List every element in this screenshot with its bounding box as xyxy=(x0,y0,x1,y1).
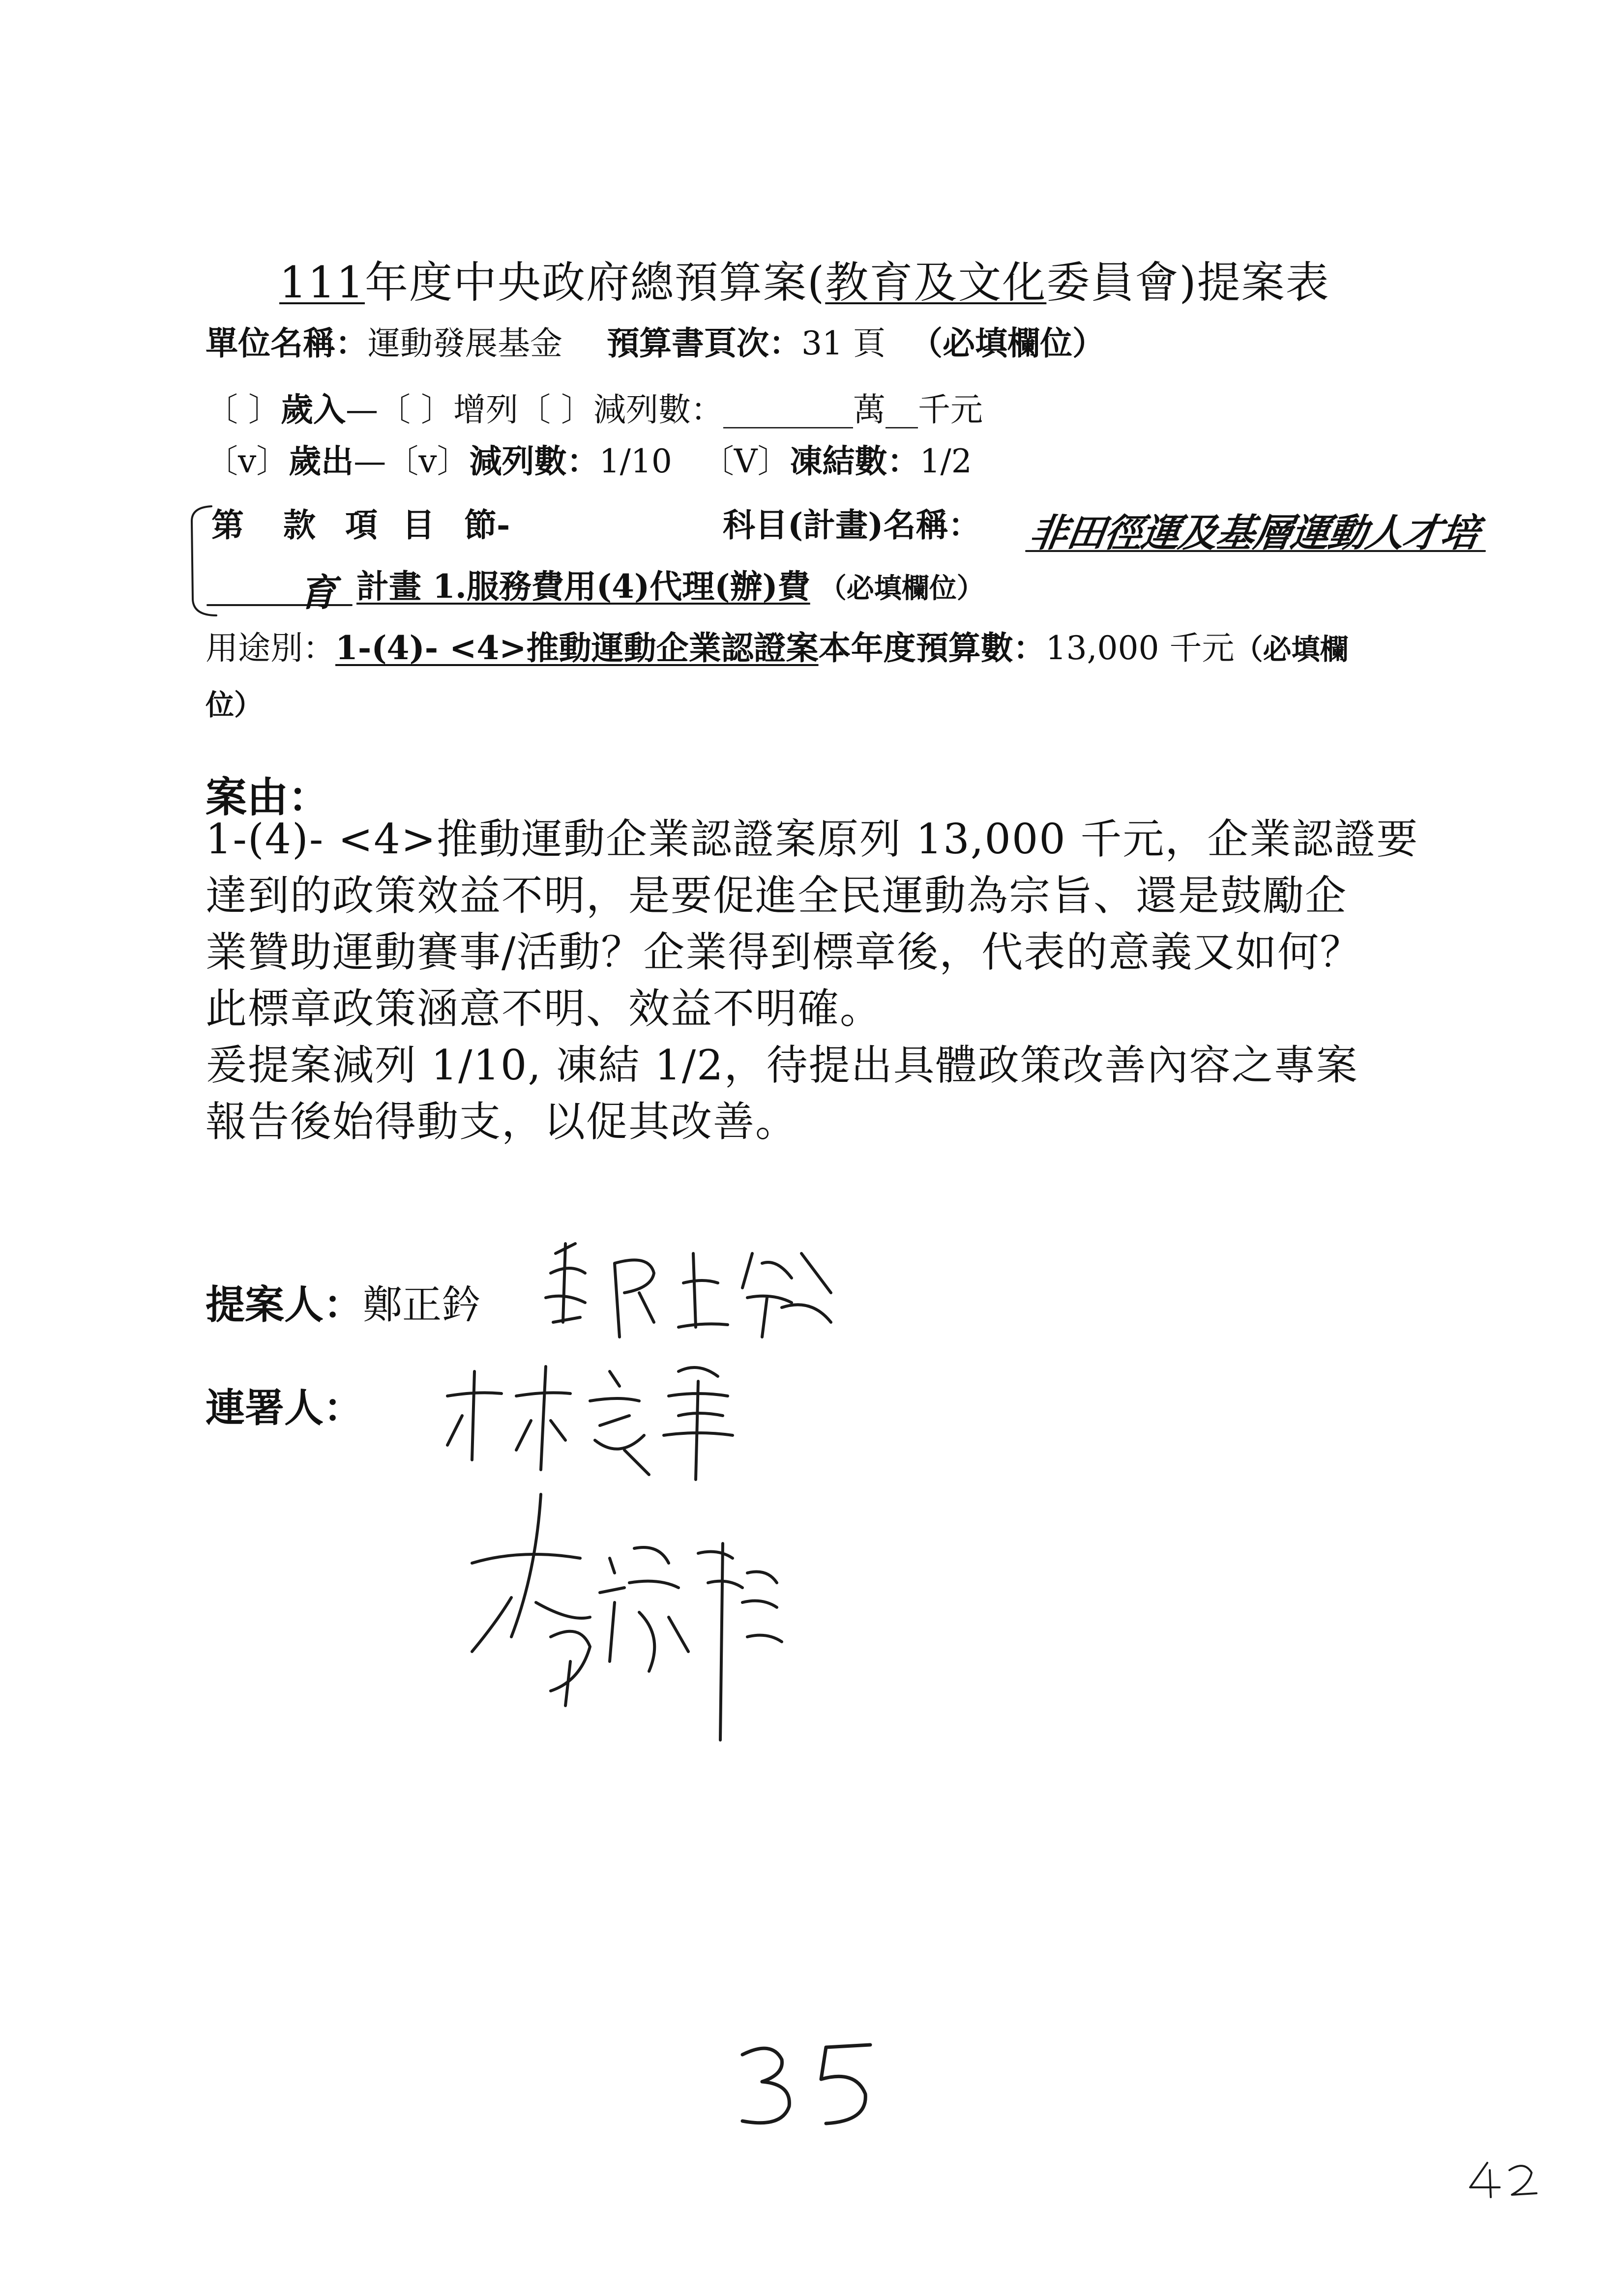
reason-line-4: 此標章政策涵意不明、效益不明確。 xyxy=(206,985,883,1033)
usage-required-note-a: （必填欄 xyxy=(1234,633,1349,666)
category-di: 第 xyxy=(211,506,244,544)
expense-freeze-value: 1/2 xyxy=(919,442,972,480)
page-value: 31 頁 xyxy=(801,324,886,362)
revenue-label: 歲入 xyxy=(280,390,346,429)
reason-line-1: 1-(4)- <4>推動運動企業認證案原列 13,000 千元，企業認證要 xyxy=(206,815,1419,863)
plan-required-note: （必填欄位） xyxy=(819,572,984,605)
usage-value: 1-(4)- <4>推動運動企業認證案 xyxy=(335,629,819,667)
proposer-row xyxy=(206,1273,481,1330)
document-title xyxy=(279,248,1330,310)
revenue-checkbox: 〔 〕 xyxy=(206,391,281,429)
unit-value: 運動發展基金 xyxy=(368,324,562,362)
revenue-cut-label: 減列數： xyxy=(593,391,723,429)
budget-value: 13,000 千元 xyxy=(1045,629,1235,667)
handwritten-subject: 非田徑運及基層運動人才培 xyxy=(1026,511,1481,555)
revenue-row xyxy=(206,390,983,429)
category-kuan: 款 xyxy=(283,506,316,544)
usage-label: 用途別： xyxy=(206,629,335,667)
expense-row xyxy=(206,442,972,480)
expense-cut-checkbox: 〔v〕 xyxy=(386,442,470,480)
usage-row xyxy=(206,629,1349,667)
handwritten-corner-number xyxy=(1465,2158,1544,2202)
revenue-cut-checkbox: 〔 〕 xyxy=(518,391,593,429)
unit-label: 單位名稱： xyxy=(206,324,368,362)
unit-required-note: （必填欄位） xyxy=(910,324,1105,362)
category-jie: 節- xyxy=(464,506,510,544)
expense-cut-label: 減列數： xyxy=(469,442,599,480)
expense-cut-value: 1/10 xyxy=(599,442,672,480)
expense-label: 歲出 xyxy=(289,442,354,480)
title-part2: 委員會)提案表 xyxy=(1046,257,1330,308)
expense-dash: — xyxy=(354,442,386,480)
reason-line-3: 業贊助運動賽事/活動？企業得到標章後，代表的意義又如何？ xyxy=(206,928,1362,976)
revenue-add-label: 增列 xyxy=(453,391,518,429)
revenue-blank-wan: ________ xyxy=(723,391,853,429)
plan-name xyxy=(356,567,984,606)
revenue-blank-qian: __ xyxy=(885,391,918,429)
expense-freeze-checkbox: 〔V〕 xyxy=(701,442,790,480)
unit-row xyxy=(206,324,1105,362)
plan-text: 計畫 1.服務費用(4)代理(辦)費 xyxy=(356,567,810,606)
proposer-label: 提案人： xyxy=(206,1281,363,1328)
subject-underline xyxy=(1025,548,1487,554)
usage-required-note-b: 位） xyxy=(206,688,263,722)
revenue-qian: 千元 xyxy=(917,391,983,429)
category-mu: 目 xyxy=(402,506,435,544)
revenue-dash: — xyxy=(345,391,378,429)
reason-line-5: 爰提案減列 1/10, 凍結 1/2，待提出具體政策改善內容之專案 xyxy=(206,1041,1358,1089)
expense-checkbox: 〔v〕 xyxy=(206,442,289,480)
page-label: 預算書頁次： xyxy=(607,324,801,362)
handwritten-prefix: 育 xyxy=(299,571,336,614)
category-xiang: 項 xyxy=(345,506,378,544)
subject-label: 科目(計畫)名稱： xyxy=(723,506,981,544)
handwritten-page-number xyxy=(728,2035,885,2133)
revenue-wan: 萬 xyxy=(853,391,886,429)
expense-freeze-label: 凍結數： xyxy=(790,442,920,480)
title-year: 111 xyxy=(279,257,365,308)
title-committee: 教育及文化 xyxy=(825,257,1047,308)
reason-line-2: 達到的政策效益不明，是要促進全民運動為宗旨、還是鼓勵企 xyxy=(206,872,1348,920)
budget-label: 本年度預算數： xyxy=(818,629,1046,667)
title-part1: 年度中央政府總預算案( xyxy=(364,257,826,308)
revenue-add-checkbox: 〔 〕 xyxy=(378,391,453,429)
proposer-signature xyxy=(536,1224,856,1352)
cosigner-signature-2 xyxy=(452,1475,806,1750)
reason-heading: 案由： xyxy=(206,773,330,821)
proposer-name: 鄭正鈐 xyxy=(363,1282,481,1328)
item-categories xyxy=(211,506,510,544)
cosigner-signature-1 xyxy=(433,1352,777,1489)
cosigner-label: 連署人： xyxy=(206,1385,363,1431)
reason-line-6: 報告後始得動支，以促其改善。 xyxy=(206,1098,798,1146)
